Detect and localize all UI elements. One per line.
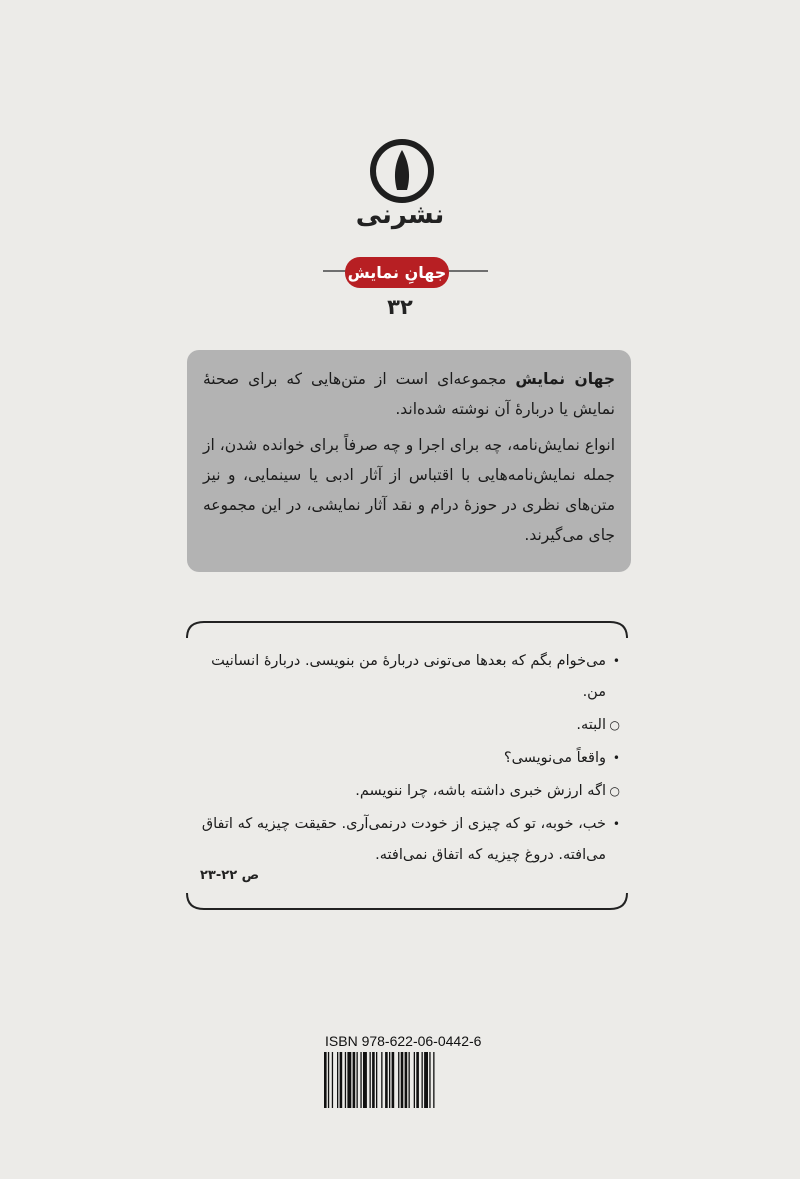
quote-line <box>196 646 620 708</box>
series-description-box <box>187 350 631 572</box>
series-badge: جهانِ نمایش <box>345 257 449 288</box>
bullet-filled-icon: • <box>612 654 620 668</box>
quote-line <box>196 776 620 807</box>
description-paragraph-1 <box>203 364 615 424</box>
description-p1-text: مجموعه‌ای است از متن‌هایی که برای صحنهٔ نمایش یا دربارهٔ آن نوشته شده‌اند. <box>203 370 615 418</box>
quote-line-text: خب، خوبه، تو که چیزی از خودت درنمی‌آری. حقیقت چیزیه که اتفاق می‌افته. دروغ چیزیه که اتفاق نمی‌افته. <box>201 816 606 863</box>
leaf-in-circle-icon <box>369 138 435 204</box>
quote-line <box>196 743 620 774</box>
bullet-filled-icon: • <box>612 751 620 765</box>
bullet-hollow-icon: ○ <box>609 784 620 798</box>
quote-line <box>196 809 620 871</box>
bullet-hollow-icon: ○ <box>609 718 620 732</box>
publisher-name: نشرنی <box>355 200 445 230</box>
quote-page-reference: ص ۲۲-۲۳ <box>200 868 260 883</box>
quote-line <box>196 710 620 741</box>
bullet-filled-icon: • <box>612 817 620 831</box>
quote-line-text: اگه ارزش خبری داشته باشه، چرا ننویسم. <box>355 783 606 799</box>
series-number: ۳۲ <box>387 295 413 319</box>
quote-line-text: واقعاً می‌نویسی؟ <box>503 750 606 766</box>
description-paragraph-2: انواع نمایش‌نامه، چه برای اجرا و چه صرفاً برای خوانده شدن، از جمله نمایش‌نامه‌هایی با اقتباس از آثار ادبی یا سینمایی، و نیز متن‌های نظری در حوزهٔ درام و نقد آثار نمایشی، در این مجموعه جای می‌گیرند. <box>203 436 615 544</box>
quote-dialogue <box>196 646 620 873</box>
series-divider-right <box>448 270 488 272</box>
isbn-number: ISBN 978-622-06-0442-6 <box>325 1033 482 1049</box>
quote-line-text: البته. <box>576 717 606 733</box>
quote-line-text: می‌خوام بگم که بعدها می‌تونی دربارهٔ من بنویسی. دربارهٔ انسانیت من. <box>211 653 606 700</box>
description-bold-lead: جهان نمایش <box>515 370 615 388</box>
barcode <box>322 1052 496 1108</box>
